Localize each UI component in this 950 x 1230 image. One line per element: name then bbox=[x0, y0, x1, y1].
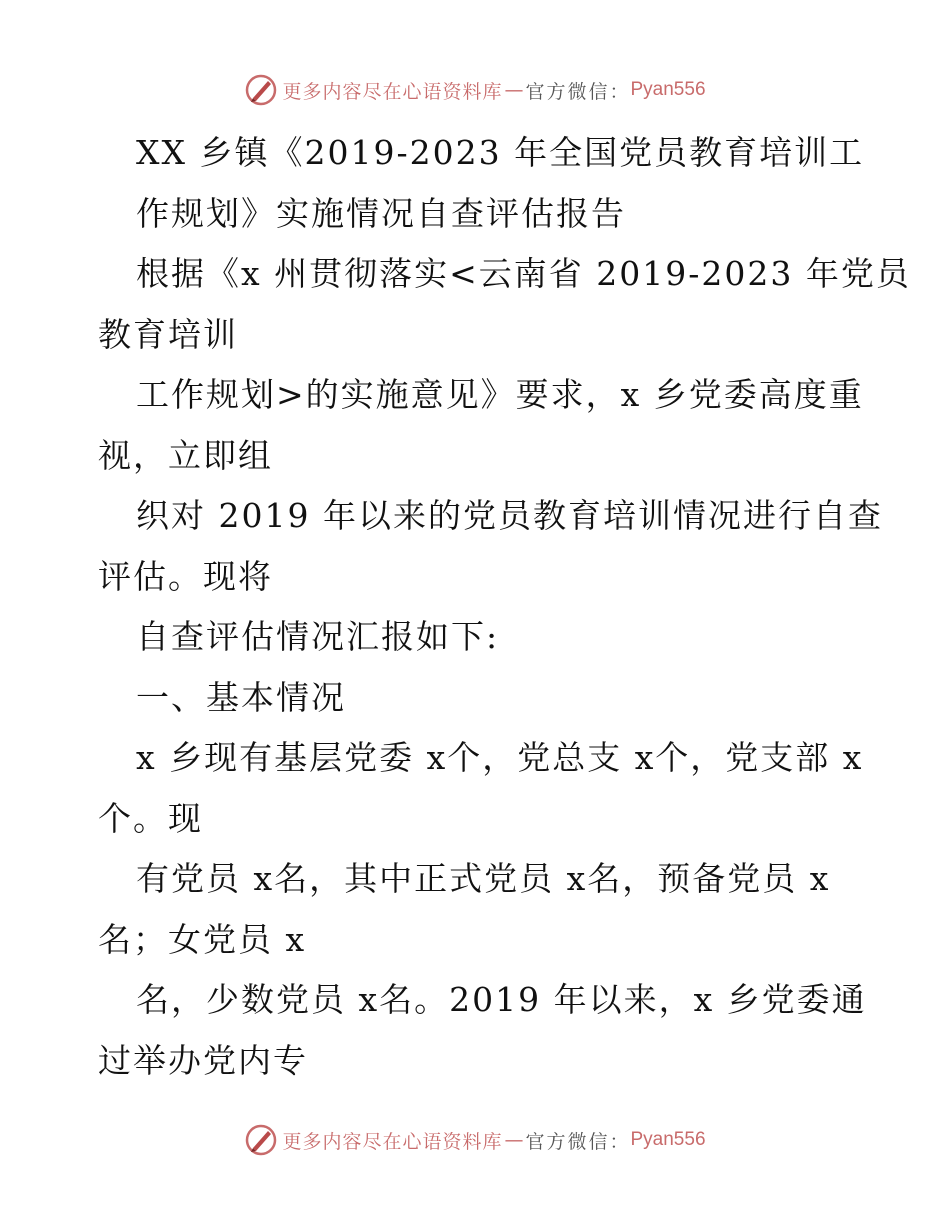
watermark-wechat-id: Pyan556 bbox=[630, 79, 706, 100]
doc-line: 个。现 bbox=[98, 798, 203, 838]
doc-line: 自查评估情况汇报如下: bbox=[136, 617, 500, 656]
doc-line: 根据《x 州贯彻落实<云南省 2019-2023 年党员 bbox=[136, 254, 911, 293]
doc-line: 教育培训 bbox=[98, 314, 238, 354]
watermark-sub-text: 官方微信： bbox=[525, 80, 631, 103]
watermark-wechat-id: Pyan556 bbox=[630, 1129, 706, 1150]
doc-line: 有党员 x名，其中正式党员 x名，预备党员 x bbox=[136, 859, 831, 898]
watermark-dash: — bbox=[504, 79, 524, 101]
doc-line: 评估。现将 bbox=[98, 556, 273, 596]
doc-line: 织对 2019 年以来的党员教育培训情况进行自查 bbox=[136, 496, 883, 535]
doc-line: 工作规划>的实施意见》要求，x 乡党委高度重 bbox=[136, 375, 864, 414]
watermark-main-text: 更多内容尽在心语资料库 bbox=[282, 1130, 503, 1153]
doc-line: 视，立即组 bbox=[98, 435, 273, 475]
doc-line: 名；女党员 x bbox=[98, 919, 307, 959]
section-heading: 一、基本情况 bbox=[136, 677, 346, 717]
document-body bbox=[98, 123, 911, 1091]
watermark-main-text: 更多内容尽在心语资料库 bbox=[282, 80, 503, 103]
watermark-sub-text: 官方微信： bbox=[525, 1130, 631, 1153]
header-watermark bbox=[0, 70, 950, 110]
doc-line: XX 乡镇《2019-2023 年全国党员教育培训工 bbox=[136, 133, 865, 172]
doc-line: x 乡现有基层党委 x个，党总支 x个，党支部 x bbox=[136, 738, 864, 777]
pen-logo-icon bbox=[244, 73, 278, 107]
doc-line: 名，少数党员 x名。2019 年以来，x 乡党委通 bbox=[136, 980, 867, 1019]
watermark-dash: — bbox=[504, 1129, 524, 1151]
footer-watermark bbox=[0, 1120, 950, 1160]
doc-line: 过举办党内专 bbox=[98, 1040, 308, 1080]
pen-logo-icon bbox=[244, 1123, 278, 1157]
doc-line: 作规划》实施情况自查评估报告 bbox=[136, 193, 626, 233]
